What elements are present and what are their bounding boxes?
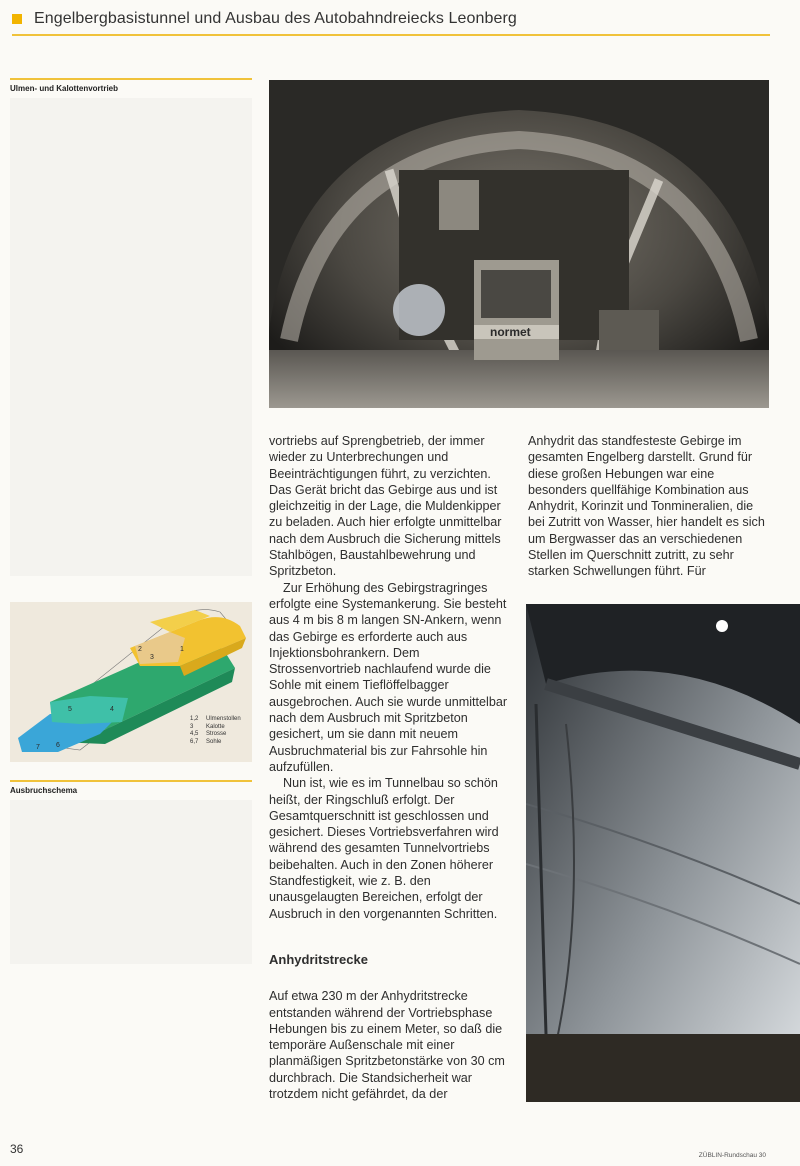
paragraph: vortriebs auf Sprengbetrieb, der immer wieder zu Unterbrechungen und Beeinträchtigungen führt, zu verzichten. Das Gerät bricht das Gebirge aus und ist gleichzeitig in der Lage, die Muldenkipper zu beladen. Auch hier erfolgte unmittelbar nach dem Ausbruch die Sicherung mittels Stahlbögen, Baustahlbewehrung und Spritzbeton. [269,434,502,579]
diagram-label-7: 7 [36,744,40,751]
header-rule [12,34,770,36]
machine-brand-label: normet [490,325,531,339]
paragraph: Nun ist, wie es im Tunnelbau so schön heißt, der Ringschluß erfolgt. Der Gesamtquerschnitt ist geschlossen und gesichert. Dieses Vortriebsverfahren wird während des gesamten Tunnelvortriebs beibehalten. Auch in den Zonen höherer Standfestigkeit, wie z. B. den unausgelaugten Bereichen, erfolgt der Ausbruch in den vorgenannten Schritten. [269,776,499,921]
text-column-right [528,433,770,580]
sidebar-panel-top [10,98,252,576]
diagram-label-4: 4 [110,706,114,713]
section-heading-anhydritstrecke: Anhydritstrecke [269,951,368,967]
diagram-label-2: 2 [138,646,142,653]
diagram-label-1: 1 [180,646,184,653]
anhydrite-section-photo [526,604,800,1102]
legend-item: 3 Kalotte [190,723,225,730]
legend-item: 1,2 Ulmenstollen [190,716,241,722]
page-number: 36 [10,1142,24,1156]
sidebar-rule-top [10,78,252,80]
sidebar-rule-bottom [10,780,252,782]
diagram-label-5: 5 [68,706,72,713]
page-header-title: Engelbergbasistunnel und Ausbau des Autobahndreiecks Leonberg [34,10,517,27]
legend-item: 4,5 Strosse [190,731,227,737]
caption-ausbruchschema: Ausbruchschema [10,786,78,795]
header-accent-square [12,14,22,24]
diagram-label-6: 6 [56,742,60,749]
tunnel-heading-image [269,80,769,408]
paragraph: Zur Erhöhung des Gebirgstragringes erfolgte eine Systemankerung. Sie besteht aus 4 m bis 8 m langen SN-Ankern, wenn das Gebirge es erforderte auch aus Injektionsbohrankern. Dem Strossenvortrieb nachlaufend wurde die Sohle mit einem Tieflöffelbagger ausgebrochen. Auch sie wurde unmittelbar nach dem Ausbruch mit Spritzbeton gesichert, um sie dann mit neuem Ausbruchmaterial bis zur Fahrsohle hin aufzufüllen. [269,580,508,774]
tunnel-heading-photo [269,80,769,408]
diagram-label-3: 3 [150,654,154,661]
paragraph: Anhydrit das standfesteste Gebirge im gesamten Engelberg darstellt. Grund für diese großen Hebungen war eine besonders quellfähige Kombination aus Anhydrit, Korinzit und Tonmineralien, die bei Zutritt von Wasser, hier handelt es sich um Bergwasser das an verschiedenen Stellen im Querschnitt zutritt, zu sehr starken Schwellungen führt. Für [528,434,765,579]
anhydrite-section-image [526,604,800,1102]
sidebar-panel-bottom [10,800,252,964]
text-column-left [269,433,509,1102]
caption-ulmen-kalottenvortrieb: Ulmen- und Kalottenvortrieb [10,84,119,93]
diagram-legend [190,716,241,746]
legend-item: 6,7 Sohle [190,738,222,745]
publication-name: ZÜBLIN-Rundschau 30 [698,1152,766,1159]
paragraph: Auf etwa 230 m der Anhydritstrecke entstanden während der Vortriebsphase Hebungen bis zu einem Meter, so daß die temporäre Außenschale mit einer planmäßigen Spritzbetonstärke von 30 cm durchbrach. Die Standsicherheit war trotzdem nicht gefährdet, da der [269,989,505,1101]
